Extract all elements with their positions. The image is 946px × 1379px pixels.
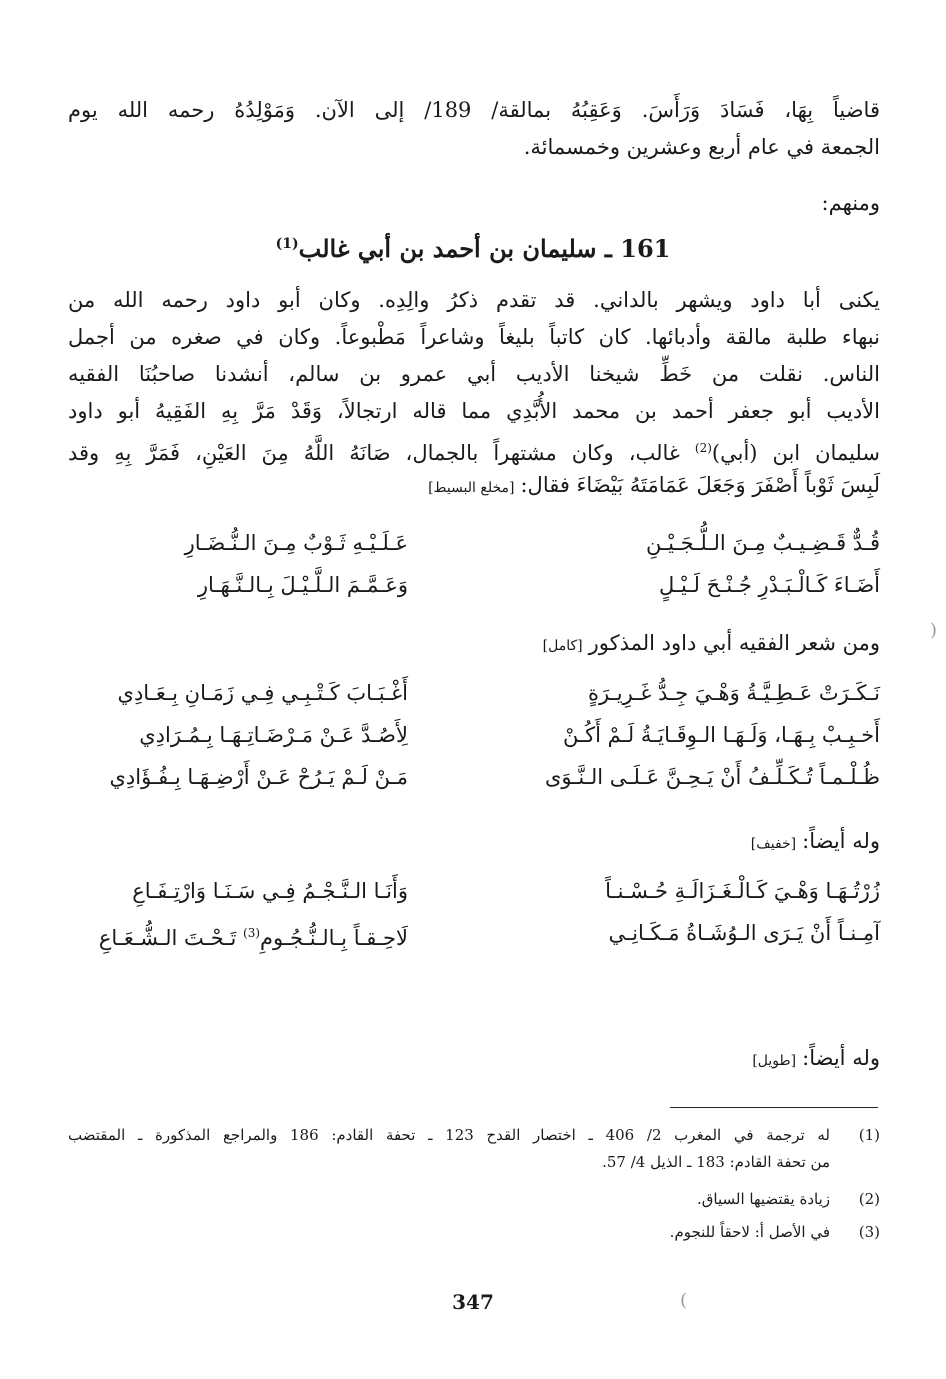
footnote (68, 1122, 880, 1178)
intro-text: وله أيضاً: (802, 1046, 880, 1070)
page-number: 347 (452, 1290, 494, 1314)
meter-label: [كامل] (542, 638, 583, 654)
verse-second-hemistich: لِأَصُـدَّ عَـنْ مَـرْضَـاتِـهَـا بِـمُـرَادِي (139, 723, 408, 747)
verse-first-hemistich: أَخـبِـبْ بِـهَـا، وَلَـهَـا الـوِقَـايَـةُ لَـمْ أَكُـنْ (563, 723, 880, 747)
section-intro (68, 826, 880, 859)
paragraph-line (68, 433, 880, 468)
verse-first-hemistich: زُرْتُـهَـا وَهْـيَ كَـالْـغَـزَالَـةِ حُـسْـنـاً (605, 879, 880, 903)
verse-second-hemistich: عَـلَـيْـهِ ثَـوْبٌ مِـنَ الـنُّـضَـارِ (184, 531, 408, 555)
section-intro (68, 628, 880, 661)
verse-first-hemistich: أَضَـاءَ كَـالْـبَـدْرِ جُـنْـحَ لَـيْـلٍ (659, 573, 880, 597)
paragraph-line: الناس. نقلت من خَطِّ شيخنا الأديب أبي عمرو بن سالم، أنشدنا صاحبُنَا الفقيه (68, 362, 880, 386)
footnote-ref: (2) (694, 441, 712, 455)
margin-bracket-mark: ) (680, 1290, 688, 1311)
footnote-number: (1) (858, 1126, 880, 1144)
intro-text: وله أيضاً: (802, 829, 880, 853)
heading-text: 161 ـ سليمان بن أحمد بن أبي غالب (298, 234, 671, 263)
hemistich-end: تَـحْـتَ الـشُّـعَـاعِ (98, 926, 237, 950)
line-text: لَبِسَ ثَوْباً أَصْفَرَ وَجَعَلَ عَمَامَتَهُ بَيْضَاءَ فقال: (520, 473, 880, 497)
footnote-number: (2) (858, 1190, 880, 1208)
paragraph-line: نبهاء طلبة مالقة وأدبائها. كان كاتباً بليغاً وشاعراً مَطْبوعاً. وكان في صغره من أجمل (68, 325, 880, 349)
footnote-text: من تحفة القادم: 183 ـ الذيل 4/ 57. (602, 1153, 830, 1171)
verse-second-hemistich: أَغْـبَـابَ كَـتْـبِـي فِـي زَمَـانِ بِـعَـادِي (117, 681, 408, 705)
biography-heading (0, 226, 946, 267)
footnote (68, 1186, 880, 1213)
paragraph-line (68, 470, 880, 503)
paragraph-line: قاضياً بِهَا، فَسَادَ وَرَأَسَ. وَعَقِبُهُ بمالقة/ 189/ إلى الآن. وَمَوْلِدُهُ رحمه الله يوم (68, 98, 880, 122)
verse (68, 759, 880, 795)
line-end: غالب، وكان مشتهراً بالجمال، صَانَهُ اللَّهُ مِنَ العَيْنِ، فَمَرَّ بِهِ وقد (68, 441, 680, 465)
footnote-divider (670, 1107, 878, 1108)
verse (68, 525, 880, 561)
footnote-text: في الأصل أ: لاحقاً للنجوم. (669, 1223, 830, 1241)
verse (68, 717, 880, 753)
paragraph-line: الجمعة في عام أربع وعشرين وخمسمائة. (523, 135, 880, 159)
meter-label: [طويل] (752, 1053, 797, 1069)
verse-second-hemistich (68, 915, 408, 956)
verse (68, 915, 880, 951)
meter-label: [خفيف] (750, 836, 797, 852)
verse-first-hemistich: نَـكَـرَتْ عَـطِـيَّـةُ وَهْـيَ جِـدُّ غَـرِيـرَةٍ (588, 681, 880, 705)
footnote-number: (3) (858, 1223, 880, 1241)
paragraph-line: الأديب أبو جعفر أحمد بن محمد الأُبَّدِي مما قاله ارتجالاً، وَقَدْ مَرَّ بِهِ الفَقِيهُ أبو داود (68, 399, 880, 423)
intro-text: ومن شعر الفقيه أبي داود المذكور (588, 631, 880, 655)
footnote-text: زيادة يقتضيها السياق. (697, 1190, 830, 1208)
section-intro: ومنهم: (821, 191, 880, 215)
footnote-text: له ترجمة في المغرب 2/ 406 ـ اختصار القدح 123 ـ تحفة القادم: 186 والمراجع المذكورة ـ المقتضب (68, 1126, 830, 1144)
margin-bracket-mark: ( (930, 620, 938, 641)
footnote-ref: (1) (275, 236, 299, 252)
verse (68, 675, 880, 711)
verse-second-hemistich: وَأَنَـا الـنَّـجْـمُ فِـي سَـنَـا وَارْتِـفَـاعِ (132, 879, 408, 903)
verse-second-hemistich: مَـنْ لَـمْ يَـرُحْ عَـنْ أَرْضِـهَـا بِـفُـؤَادِي (109, 765, 408, 789)
verse-first-hemistich: آمِـنـاً أَنْ يَـرَى الـوُشَـاةُ مَـكَـانِـي (608, 921, 880, 945)
verse-first-hemistich: ظُـلْـمـاً تُـكَـلِّـفُ أَنْ يَـحِـنَّ عَـلَـى الـنَّـوَى (544, 765, 880, 789)
verse-first-hemistich: قُـدٌّ قَـضِـيـبٌ مِـنَ الـلُّـجَـيْـنِ (646, 531, 880, 555)
footnote-ref: (3) (243, 926, 261, 940)
line-start: سليمان ابن (أبي) (711, 441, 880, 465)
verse (68, 567, 880, 603)
footnote (68, 1219, 880, 1246)
hemistich-start: لَاحِـقـاً بِـالـنُّـجُـومِ (260, 926, 408, 950)
verse-second-hemistich: وَعَـمَّـمَ الـلَّـيْـلَ بِـالـنَّـهَـارِ (197, 573, 408, 597)
paragraph-line: يكنى أبا داود ويشهر بالداني. قد تقدم ذكرُ والِدِه. وكان أبو داود رحمه الله من (68, 288, 880, 312)
section-intro (68, 1043, 880, 1076)
verse (68, 873, 880, 909)
meter-label: [مخلع البسيط] (428, 480, 515, 496)
